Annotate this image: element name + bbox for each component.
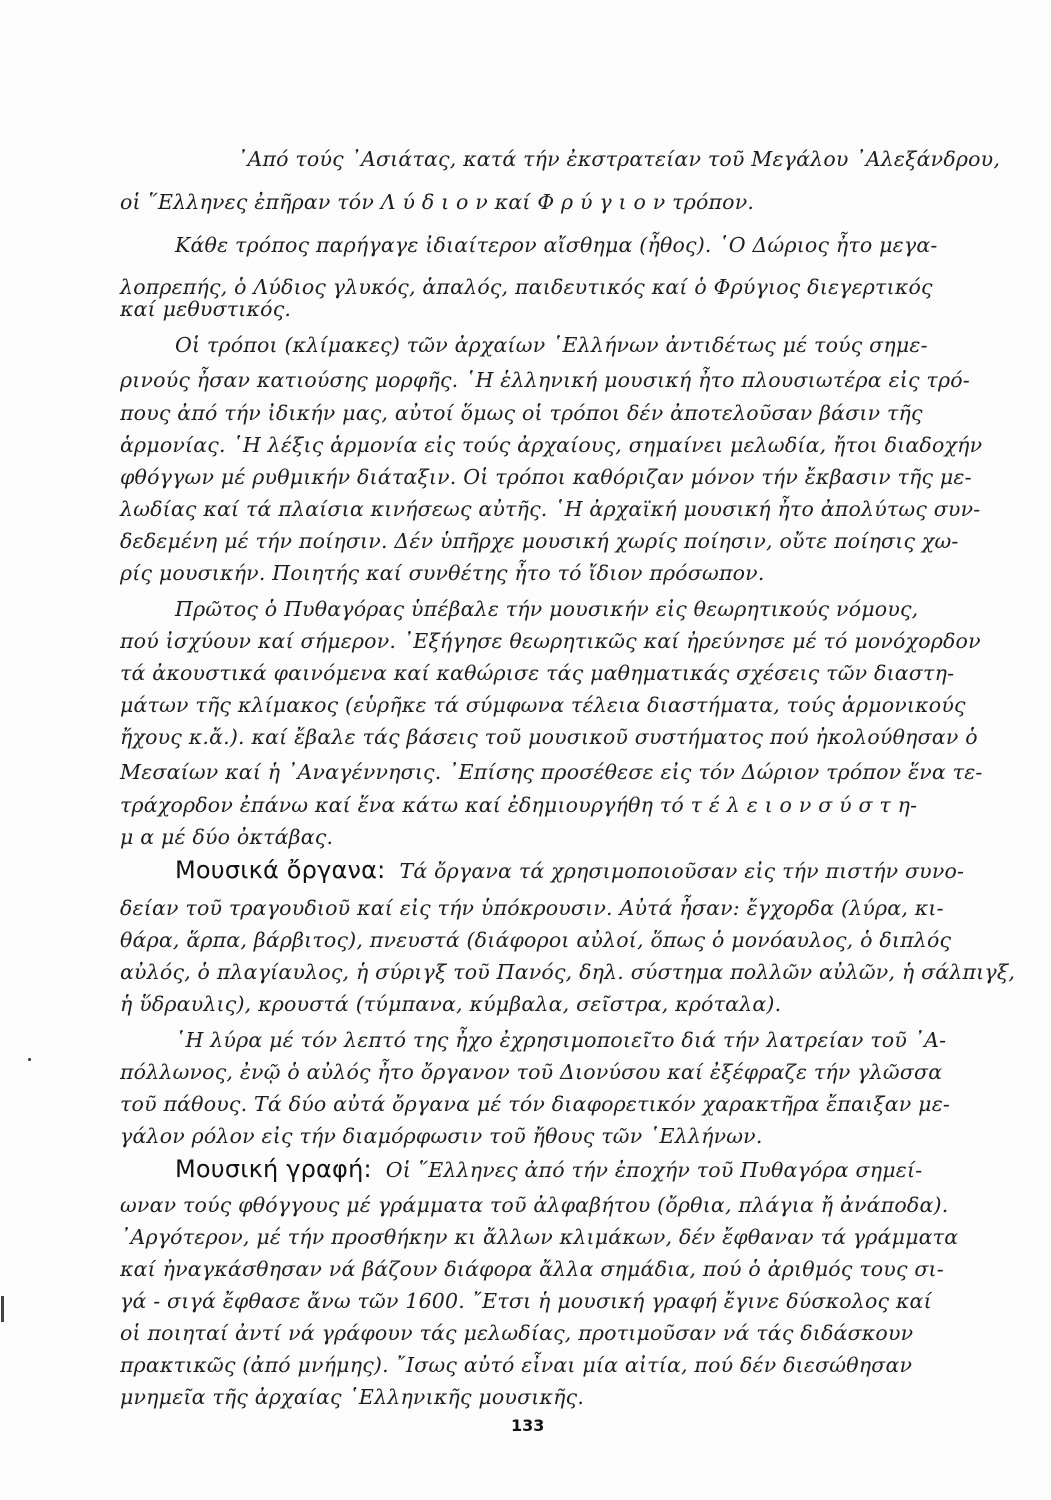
text-line: ρινούς ἦσαν κατιούσης μορφῆς. ῾Η ἑλληνική μουσική ἦτο πλουσιωτέρα εἰς τρό- <box>120 368 970 392</box>
text-line: πους ἀπό τήν ἰδικήν μας, αὐτοί ὅμως οἱ τρόποι δέν ἀποτελοῦσαν βάσιν τῆς <box>120 401 923 425</box>
text-line: τά ἀκουστικά φαινόμενα καί καθώρισε τάς μαθηματικάς σχέσεις τῶν διαστη- <box>120 661 955 685</box>
text-line: οἱ ποιηταί ἀντί νά γράφουν τάς μελωδίας, προτιμοῦσαν νά τάς διδάσκουν <box>120 1321 914 1345</box>
page-number: 133 <box>511 1416 545 1435</box>
text-line: Πρῶτος ὁ Πυθαγόρας ὑπέβαλε τήν μουσικήν εἰς θεωρητικούς νόμους, <box>175 597 919 621</box>
text-line: οἱ ῞Ελληνες ἐπῆραν τόν Λ ύ δ ι ο ν καί Φ ρ ύ γ ι ο ν τρόπον. <box>120 190 755 214</box>
text-line: τοῦ πάθους. Τά δύο αὐτά ὄργανα μέ τόν διαφορετικόν χαρακτῆρα ἔπαιξαν με- <box>120 1092 951 1116</box>
text-line: ᾿Αργότερον, μέ τήν προσθήκην κι ἄλλων κλιμάκων, δέν ἔφθαναν τά γράμματα <box>120 1225 959 1249</box>
text-line: γά - σιγά ἔφθασε ἄνω τῶν 1600. ῎Ετσι ἡ μουσική γραφή ἔγινε δύσκολος καί <box>120 1289 932 1313</box>
scan-margin-mark <box>1 1296 4 1322</box>
text-line: πρακτικῶς (ἀπό μνήμης). ῎Ισως αὐτό εἶναι μία αἰτία, πού δέν διεσώθησαν <box>120 1353 913 1377</box>
section-heading-writing: Μουσική γραφή: <box>175 1155 372 1183</box>
text-line: θάρα, ἅρπα, βάρβιτος), πνευστά (διάφοροι αὐλοί, ὅπως ὁ μονόαυλος, ὁ διπλός <box>120 928 952 952</box>
text-line: πόλλωνος, ἐνῷ ὁ αὐλός ἦτο ὄργανον τοῦ Διονύσου καί ἐξέφραζε τήν γλῶσσα <box>120 1060 943 1084</box>
instruments-first-line <box>175 856 964 884</box>
text-line: λοπρεπής, ὁ Λύδιος γλυκός, ἁπαλός, παιδευτικός καί ὁ Φρύγιος διεγερτικός <box>120 275 933 299</box>
text-line: καί ἠναγκάσθησαν νά βάζουν διάφορα ἄλλα σημάδια, πού ὁ ἀριθμός τους σι- <box>120 1257 944 1281</box>
text-line: αὐλός, ὁ πλαγίαυλος, ἡ σύριγξ τοῦ Πανός, δηλ. σύστημα πολλῶν αὐλῶν, ἡ σάλπιγξ, <box>120 960 1016 984</box>
section-heading-instruments: Μουσικά ὄργανα: <box>175 856 386 884</box>
text-line: Μεσαίων καί ἡ ᾿Αναγέννησις. ᾿Επίσης προσέθεσε εἰς τόν Δώριον τρόπον ἕνα τε- <box>120 760 983 784</box>
text-line: ἤχους κ.ἄ.). καί ἔβαλε τάς βάσεις τοῦ μουσικοῦ συστήματος πού ἠκολούθησαν ὁ <box>120 725 978 749</box>
writing-first-line <box>175 1155 922 1183</box>
text-line: λωδίας καί τά πλαίσια κινήσεως αὐτῆς. ῾Η ἀρχαϊκή μουσική ἦτο ἀπολύτως συν- <box>120 497 981 521</box>
text-line: ῾Η λύρα μέ τόν λεπτό της ἦχο ἐχρησιμοποιεῖτο διά τήν λατρείαν τοῦ ᾿Α- <box>175 1028 947 1052</box>
text-line: δεδεμένη μέ τήν ποίησιν. Δέν ὑπῆρχε μουσική χωρίς ποίησιν, οὔτε ποίησις χω- <box>120 529 959 553</box>
text-line: μάτων τῆς κλίμακος (εὑρῆκε τά σύμφωνα τέλεια διαστήματα, τούς ἁρμονικούς <box>120 693 966 717</box>
text-segment: Οἱ ῞Ελληνες ἀπό τήν ἐποχήν τοῦ Πυθαγόρα σημεί- <box>385 1158 923 1182</box>
text-line: ρίς μουσικήν. Ποιητής καί συνθέτης ἦτο τό ἴδιον πρόσωπον. <box>120 561 765 585</box>
scan-dot <box>28 1058 31 1061</box>
text-line: μ α μέ δύο ὀκτάβας. <box>120 825 334 849</box>
text-line: ᾿Από τούς ᾿Ασιάτας, κατά τήν ἐκστρατείαν τοῦ Μεγάλου ᾿Αλεξάνδρου, <box>237 147 1001 171</box>
text-line: πού ἰσχύουν καί σήμερον. ᾿Εξήγησε θεωρητικῶς καί ἠρεύνησε μέ τό μονόχορδον <box>120 629 981 653</box>
text-line: μνημεῖα τῆς ἀρχαίας ῾Ελληνικῆς μουσικῆς. <box>120 1385 585 1409</box>
text-line: ωναν τούς φθόγγους μέ γράμματα τοῦ ἀλφαβήτου (ὄρθια, πλάγια ἤ ἀνάποδα). <box>120 1193 949 1217</box>
text-line: φθόγγων μέ ρυθμικήν διάταξιν. Οἱ τρόποι καθόριζαν μόνον τήν ἔκβασιν τῆς με- <box>120 465 972 489</box>
text-line: ἡ ὕδραυλις), κρουστά (τύμπανα, κύμβαλα, σεῖστρα, κρόταλα). <box>120 992 782 1016</box>
text-line: Κάθε τρόπος παρήγαγε ἰδιαίτερον αἴσθημα (ἦθος). ῾Ο Δώριος ἦτο μεγα- <box>175 233 938 257</box>
text-segment: Τά ὄργανα τά χρησιμοποιοῦσαν εἰς τήν πιστήν συνο- <box>399 859 965 883</box>
text-line: ἁρμονίας. ῾Η λέξις ἁρμονία εἰς τούς ἀρχαίους, σημαίνει μελωδία, ἤτοι διαδοχήν <box>120 433 983 457</box>
text-line: καί μεθυστικός. <box>120 297 292 321</box>
text-line: Οἱ τρόποι (κλίμακες) τῶν ἀρχαίων ῾Ελλήνων ἀντιδέτως μέ τούς σημε- <box>175 333 928 357</box>
text-line: δείαν τοῦ τραγουδιοῦ καί εἰς τήν ὑπόκρουσιν. Αὐτά ἦσαν: ἔγχορδα (λύρα, κι- <box>120 896 944 920</box>
text-line: γάλον ρόλον εἰς τήν διαμόρφωσιν τοῦ ἤθους τῶν ῾Ελλήνων. <box>120 1124 763 1148</box>
text-line: τράχορδον ἐπάνω καί ἕνα κάτω καί ἐδημιουργήθη τό τ έ λ ε ι ο ν σ ύ σ τ η- <box>120 793 918 817</box>
